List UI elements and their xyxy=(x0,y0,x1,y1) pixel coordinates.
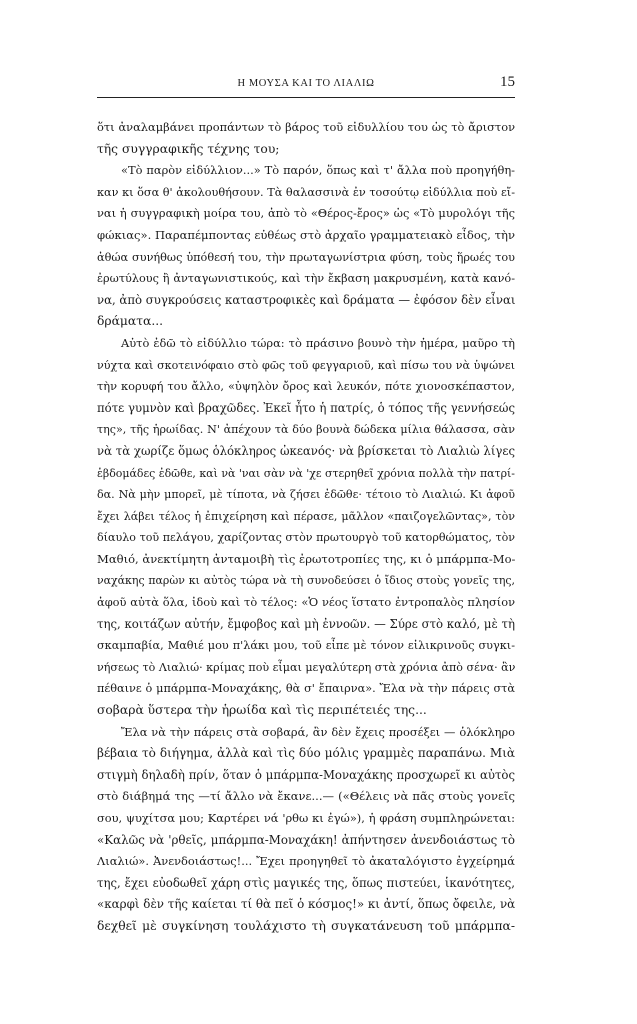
text-line: ἀφοῦ αὐτὰ ὅλα, ἰδοὺ καὶ τὸ τέλος: «Ὁ νέος ἵστατο ἐντροπαλὸς πλησίον xyxy=(97,595,515,610)
text-line: της», τῆς ἡρωίδας. Ν' ἀπέχουν τὰ δύο βουνὰ δώδεκα μίλια θάλασσα, σὰν xyxy=(97,423,515,437)
text-line: ἀθώα συνήθως ὑπόθεσή του, τὴν πρωταγωνίστρια φύση, τοὺς ἥρωές του xyxy=(97,250,515,264)
text-line: τὴν κορυφή του ἄλλο, «ὑψηλὸν ὄρος καὶ λευκόν, πότε χιονοσκέπαστον, xyxy=(97,379,515,394)
text-line: Αὐτὸ ἐδῶ τὸ εἰδύλλιο τώρα: τὸ πράσινο βουνὸ τὴν ἡμέρα, μαῦρο τὴ xyxy=(121,335,515,350)
text-line: σου, ψυχίτσα μου; Καρτέρει νά 'ρθω κι ἐγώ»), ἡ φράση συμπληρώνεται: xyxy=(97,811,515,825)
header-rule xyxy=(97,97,515,98)
text-line: φώκιας». Παραπέμποντας εὐθέως στὸ ἀρχαῖο γραμματειακὸ εἶδος, τὴν xyxy=(97,227,515,242)
text-line: δίαυλο τοῦ πελάγου, χαρίζοντας στὸν πρωτουργὸ τοῦ κατορθώματος, τὸν xyxy=(97,531,515,545)
text-line: ἐρωτύλους ἢ ἀνταγωνιστικούς, καὶ τὴν ἔκβαση μακρυσμένη, κατὰ κανό- xyxy=(97,272,515,286)
text-line: στιγμὴ δηλαδὴ πρίν, ὅταν ὁ μπάρμπα-Μοναχάκης προσχωρεῖ κι αὐτὸς xyxy=(97,767,515,782)
text-line: ὅτι ἀναλαμβάνει προπάντων τὸ βάρος τοῦ εἰδυλλίου του ὡς τὸ ἄριστον xyxy=(97,120,515,134)
text-line: πότε γυμνὸν καὶ βραχῶδες. Ἐκεῖ ἦτο ἡ πατρίς, ὁ τόπος τῆς γεννήσεώς xyxy=(97,400,515,415)
text-line: δράματα... xyxy=(97,314,164,329)
text-line: της, κοιτάζων αὐτήν, ἔμφοβος καὶ μὴ ἐννοῶν. — Σύρε στὸ καλό, μὲ τὴ xyxy=(97,616,515,631)
text-line: δα. Νὰ μὴν μπορεῖ, μὲ τίποτα, νὰ ζήσει ἐδῶθε· τέτοιο τὸ Λιαλιώ. Κι ἀφοῦ xyxy=(97,488,515,502)
text-line: να, ἀπὸ συγκρούσεις καταστροφικὲς καὶ δράματα — ἐφόσον δὲν εἶναι xyxy=(97,292,516,307)
text-line: βέβαια τὸ διήγημα, ἀλλὰ καὶ τὶς δύο μόλις γραμμὲς παραπάνω. Μιὰ xyxy=(97,746,515,761)
text-line: «Καλῶς νὰ 'ρθεῖς, μπάρμπα-Μοναχάκη! ἀπήντησεν ἀνενδοιάστως τὸ xyxy=(97,832,515,847)
text-line: της, ἔχει εὐοδωθεῖ χάρη στὶς μαγικές της, ὅπως πιστεύει, ἱκανότητες, xyxy=(97,875,515,890)
text-line: νὰ τὰ χωρίζε ὅμως ὁλόκληρος ὠκεανός· νὰ βρίσκεται τὸ Λιαλιὼ λίγες xyxy=(97,443,515,458)
running-header xyxy=(97,74,515,96)
text-line: ναχάκης παρὼν κι αὐτὸς τώρα νὰ τὴ συνοδεύσει ὁ ἴδιος στοὺς γονεῖς της, xyxy=(97,574,515,588)
text-line: πέθαινε ὁ μπάρμπα-Μοναχάκης, θὰ σ' ἔπαιρνα». Ἔλα νὰ τὴν πάρεις στὰ xyxy=(97,682,515,696)
text-line: νύχτα καὶ σκοτεινόφαιο στὸ φῶς τοῦ φεγγαριοῦ, καὶ πίσω του νὰ ὑψώνει xyxy=(97,358,515,372)
text-line: Λιαλιώ». Ἀνενδοιάστως!... Ἔχει προηγηθεῖ τὸ ἀκαταλόγιστο ἐγχείρημά xyxy=(97,854,515,869)
text-line: ναι ἡ συγγραφικὴ μοίρα του, ἀπὸ τὸ «Θέρος-ἔρος» ὡς «Τὸ μυρολόγι τῆς xyxy=(97,206,515,221)
text-line: στὸ διάβημά της —τί ἄλλο νὰ ἔκανε...— («Θέλεις νὰ πᾶς στοὺς γονεῖς xyxy=(97,789,515,804)
text-line: Μαθιό, ἀνεκτίμητη ἀνταμοιβὴ τὶς ἐρωτοτροπίες της, κι ὁ μπάρμπα-Μο- xyxy=(97,551,516,566)
text-line: Ἔλα νὰ τὴν πάρεις στὰ σοβαρά, ἂν δὲν ἔχεις προσέξει — ὁλόκληρο xyxy=(121,724,515,739)
body-text xyxy=(97,117,515,938)
text-line: νήσεως τὸ Λιαλιώ· κρίμας ποὺ εἶμαι μεγαλύτερη στὰ χρόνια ἀπὸ σένα· ἂν xyxy=(97,660,516,674)
text-line: ἔχει λάβει τέλος ἡ ἐπιχείρηση καὶ πέρασε, μᾶλλον «παιζογελῶντας», τὸν xyxy=(97,509,515,523)
text-line: σοβαρὰ ὕστερα τὴν ἡρωίδα καὶ τὶς περιπέτειές της... xyxy=(97,703,427,718)
page-number: 15 xyxy=(500,74,515,90)
text-line: «καρφὶ δὲν τῆς καίεται τί θὰ πεῖ ὁ κόσμος!» κι ἀντί, ὅπως ὄφειλε, νὰ xyxy=(97,897,516,912)
text-line: τῆς συγγραφικῆς τέχνης του; xyxy=(97,141,280,156)
text-line: «Τὸ παρὸν εἰδύλλιον...» Τὸ παρόν, ὅπως καὶ τ' ἄλλα ποὺ προηγήθη- xyxy=(121,163,515,178)
text-line: ἑβδομάδες ἐδῶθε, καὶ νὰ 'ναι σὰν νὰ 'χε στερηθεῖ χρόνια πολλὰ τὴν πατρί- xyxy=(97,466,515,480)
text-line: δεχθεῖ μὲ συγκίνηση τουλάχιστο τὴ συγκατάνευση τοῦ μπάρμπα- xyxy=(97,918,515,933)
text-line: καν κι ὅσα θ' ἀκολουθήσουν. Τὰ θαλασσινὰ ἐν τοσούτῳ εἰδύλλια ποὺ εἴ- xyxy=(97,185,515,199)
running-title: Η ΜΟΥΣΑ ΚΑΙ ΤΟ ΛΙΑΛΙΩ xyxy=(237,78,375,89)
text-line: σκαμπαβία, Μαθιέ μου π'λάκι μου, τοῦ εἶπε μὲ τόνον εἰλικρινοῦς συγκι- xyxy=(97,639,515,653)
